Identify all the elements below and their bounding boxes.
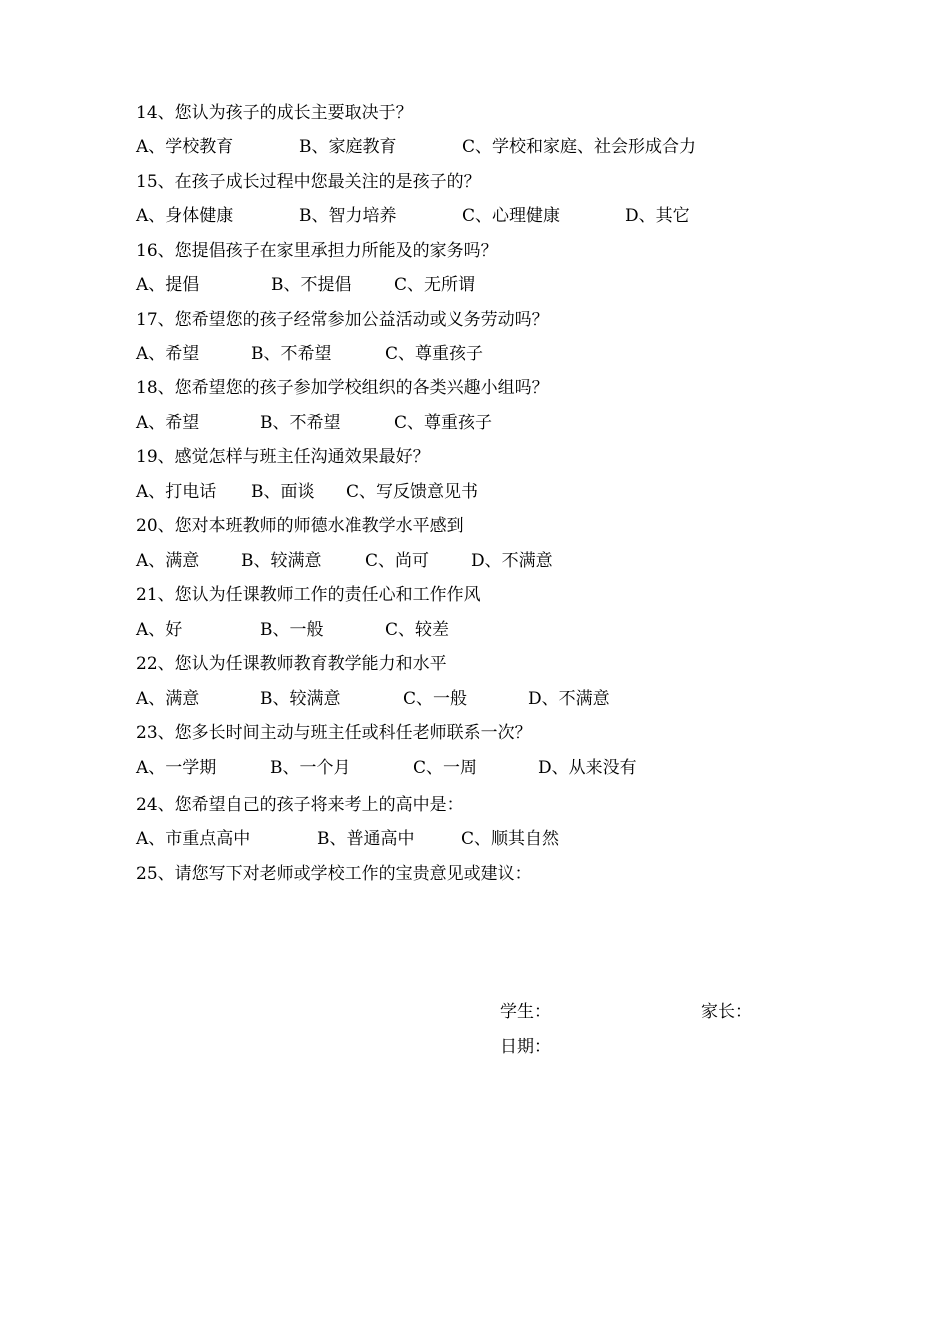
question-17: 17、您希望您的孩子经常参加公益活动或义务劳动吗？ xyxy=(136,310,549,330)
question-21: 21、您认为任课教师工作的责任心和工作作风 xyxy=(136,585,481,605)
option-c[interactable]: C、尊重孩子 xyxy=(385,344,484,364)
option-b[interactable]: B、智力培养 xyxy=(299,206,397,226)
option-a[interactable]: A、希望 xyxy=(136,344,200,364)
date-label: 日期： xyxy=(500,1037,551,1057)
question-14: 14、您认为孩子的成长主要取决于？ xyxy=(136,103,413,123)
option-d[interactable]: D、不满意 xyxy=(471,551,553,571)
question-18: 18、您希望您的孩子参加学校组织的各类兴趣小组吗？ xyxy=(136,378,549,398)
option-b[interactable]: B、较满意 xyxy=(260,689,341,709)
question-15: 15、在孩子成长过程中您最关注的是孩子的？ xyxy=(136,172,481,192)
option-a[interactable]: A、身体健康 xyxy=(136,206,234,226)
parent-signature-label: 家长： xyxy=(701,1002,752,1022)
option-c[interactable]: C、一周 xyxy=(413,758,478,778)
option-c[interactable]: C、尚可 xyxy=(365,551,430,571)
option-d[interactable]: D、从来没有 xyxy=(538,758,637,778)
option-a[interactable]: A、好 xyxy=(136,620,183,640)
option-a[interactable]: A、提倡 xyxy=(136,275,200,295)
option-b[interactable]: B、一般 xyxy=(260,620,324,640)
option-b[interactable]: B、不希望 xyxy=(251,344,332,364)
option-a[interactable]: A、打电话 xyxy=(136,482,217,502)
question-19: 19、感觉怎样与班主任沟通效果最好？ xyxy=(136,447,430,467)
option-b[interactable]: B、一个月 xyxy=(270,758,351,778)
option-a[interactable]: A、学校教育 xyxy=(136,137,234,157)
option-b[interactable]: B、家庭教育 xyxy=(299,137,397,157)
question-25: 25、请您写下对老师或学校工作的宝贵意见或建议： xyxy=(136,864,532,884)
option-c[interactable]: C、心理健康 xyxy=(462,206,561,226)
option-c[interactable]: C、较差 xyxy=(385,620,450,640)
question-24: 24、您希望自己的孩子将来考上的高中是： xyxy=(136,795,464,815)
option-c[interactable]: C、写反馈意见书 xyxy=(346,482,479,502)
option-c[interactable]: C、学校和家庭、社会形成合力 xyxy=(462,137,697,157)
option-c[interactable]: C、一般 xyxy=(403,689,468,709)
option-d[interactable]: D、不满意 xyxy=(528,689,610,709)
option-a[interactable]: A、市重点高中 xyxy=(136,829,251,849)
option-d[interactable]: D、其它 xyxy=(625,206,690,226)
option-c[interactable]: C、顺其自然 xyxy=(461,829,560,849)
option-c[interactable]: C、尊重孩子 xyxy=(394,413,493,433)
option-c[interactable]: C、无所谓 xyxy=(394,275,476,295)
option-a[interactable]: A、希望 xyxy=(136,413,200,433)
student-signature-label: 学生： xyxy=(500,1002,551,1022)
option-b[interactable]: B、面谈 xyxy=(251,482,315,502)
question-16: 16、您提倡孩子在家里承担力所能及的家务吗？ xyxy=(136,241,498,261)
option-a[interactable]: A、一学期 xyxy=(136,758,217,778)
option-a[interactable]: A、满意 xyxy=(136,551,200,571)
question-23: 23、您多长时间主动与班主任或科任老师联系一次？ xyxy=(136,723,532,743)
option-a[interactable]: A、满意 xyxy=(136,689,200,709)
option-b[interactable]: B、不希望 xyxy=(260,413,341,433)
question-22: 22、您认为任课教师教育教学能力和水平 xyxy=(136,654,447,674)
option-b[interactable]: B、普通高中 xyxy=(317,829,415,849)
option-b[interactable]: B、不提倡 xyxy=(271,275,352,295)
option-b[interactable]: B、较满意 xyxy=(241,551,322,571)
question-20: 20、您对本班教师的师德水准教学水平感到 xyxy=(136,516,464,536)
